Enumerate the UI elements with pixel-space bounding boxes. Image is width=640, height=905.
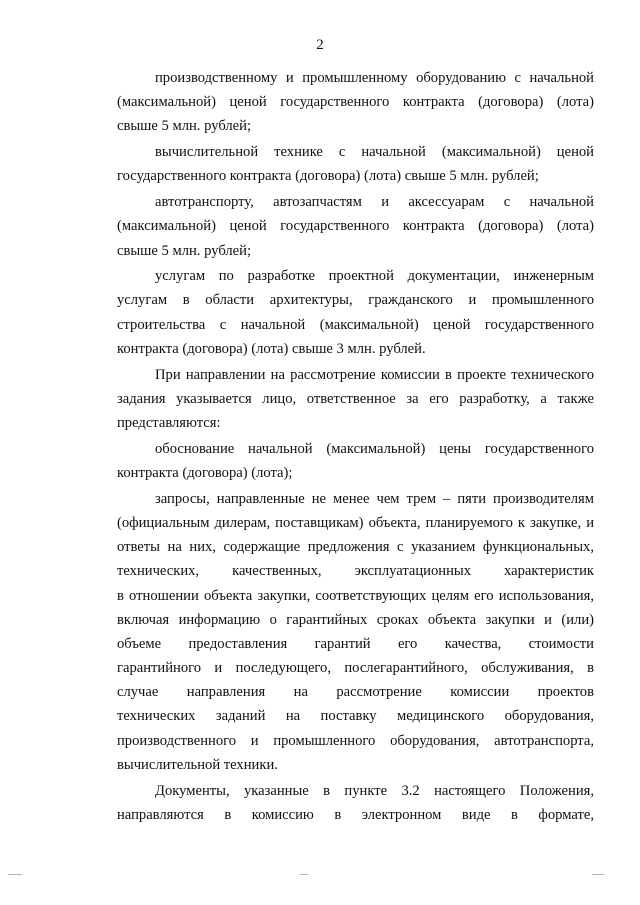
text-line: в отношении объекта закупки, соответствующих целям его использования, (117, 587, 594, 604)
text-line: свыше 5 млн. рублей; (117, 118, 252, 135)
text-line: обоснование начальной (максимальной) цены государственного (155, 440, 594, 457)
text-line: услугам в области архитектуры, гражданского и промышленного (117, 292, 594, 309)
text-line: (максимальной) ценой государственного контракта (договора) (лота) (117, 94, 594, 111)
paragraph-documents-format (117, 779, 594, 827)
paragraph-design-services (117, 264, 594, 361)
scan-mark (592, 874, 604, 875)
text-line: свыше 5 млн. рублей; (117, 242, 252, 259)
text-line: государственного контракта (договора) (лота) свыше 5 млн. рублей; (117, 168, 539, 185)
text-line: случае направления на рассмотрение комиссии проектов (117, 684, 594, 701)
document-body (117, 66, 594, 827)
text-line: задания указывается лицо, ответственное за его разработку, а также (117, 390, 594, 407)
text-line: технических, качественных, эксплуатационных характеристик (117, 563, 594, 580)
text-line: гарантийного и последующего, послегарантийного, обслуживания, в (117, 660, 594, 677)
scan-mark (8, 874, 22, 875)
text-line: вычислительной техники. (117, 756, 278, 773)
text-line: включая информацию о гарантийных сроках объекта закупки и (или) (117, 611, 594, 628)
text-line: строительства с начальной (максимальной) ценой государственного (117, 316, 594, 333)
text-line: производственному и промышленному оборудованию с начальной (155, 70, 594, 86)
paragraph-manufacturer-requests (117, 487, 594, 777)
text-line: объеме предоставления гарантий его качества, стоимости (117, 635, 594, 652)
text-line: вычислительной технике с начальной (максимальной) ценой (155, 144, 594, 161)
paragraph-industrial-equipment (117, 66, 594, 139)
text-line: представляются: (117, 415, 221, 431)
text-line: контракта (договора) (лота) свыше 3 млн. рублей. (117, 340, 426, 357)
text-line: производственного и промышленного оборудования, автотранспорта, (117, 732, 594, 749)
paragraph-vehicles (117, 190, 594, 263)
text-line: ответы на них, содержащие предложения с указанием функциональных, (117, 539, 594, 556)
text-line: (максимальной) ценой государственного контракта (договора) (лота) (117, 218, 594, 235)
text-line: технических заданий на поставку медицинского оборудования, (117, 708, 594, 725)
text-line: При направлении на рассмотрение комиссии в проекте технического (155, 366, 594, 383)
text-line: услугам по разработке проектной документации, инженерным (155, 268, 594, 285)
paragraph-computing-equipment (117, 140, 594, 188)
text-line: (официальным дилерам, поставщикам) объекта, планируемого к закупке, и (117, 514, 594, 531)
text-line: Документы, указанные в пункте 3.2 настоящего Положения, (155, 782, 594, 799)
text-line: автотранспорту, автозапчастям и аксессуарам с начальной (155, 194, 594, 211)
text-line: контракта (договора) (лота); (117, 464, 293, 481)
scan-mark (300, 874, 308, 875)
text-line: направляются в комиссию в электронном виде в формате, (117, 806, 594, 823)
paragraph-submission-requirements (117, 363, 594, 436)
page-number: 2 (316, 37, 324, 53)
paragraph-price-justification (117, 437, 594, 485)
text-line: запросы, направленные не менее чем трем – пяти производителям (155, 490, 594, 507)
